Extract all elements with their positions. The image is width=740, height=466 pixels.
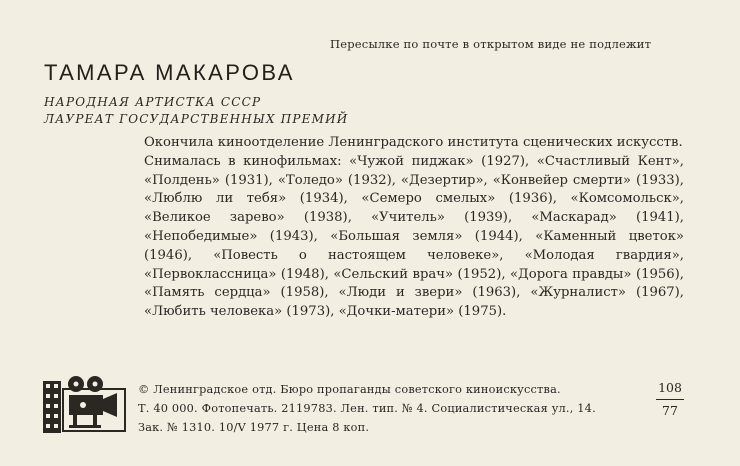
film-projector-icon: [43, 375, 127, 433]
education-text: Окончила киноотделение Ленинградского института сценических искусств.: [144, 135, 683, 150]
actress-name: ТАМАРА МАКАРОВА: [44, 60, 295, 85]
fraction-bar: [656, 399, 684, 400]
imprint: [138, 380, 658, 437]
filmography-text: Снималась в кинофильмах: «Чужой пиджак» (1927), «Счастливый Кент», «Полдень» (1931), «Толедо» (1932), «Дезертир», «Конвейер смерти» (1933), «Люблю ли тебя» (1934), «Семеро смелых» (1936), «Комсомольск», «Великое зарево» (1938), «Учитель» (1939), «Маскарад» (1941), «Непобедимые» (1943), «Большая земля» (1944), «Каменный цветок» (1946), «Повесть о настоящем человеке», «Молодая гвардия», «Первоклассница» (1948), «Сельский врач» (1952), «Дорога правды» (1956), «Память сердца» (1958), «Люди и звери» (1963), «Журналист» (1967), «Любить человека» (1973), «Дочки-матери» (1975).: [144, 153, 684, 320]
postal-notice: Пересылке по почте в открытом виде не подлежит: [330, 37, 652, 51]
catalog-number: [656, 379, 684, 419]
biography: [144, 134, 684, 322]
catalog-denominator: 77: [662, 403, 678, 418]
state-prize-title: ЛАУРЕАТ ГОСУДАРСТВЕННЫХ ПРЕМИЙ: [44, 112, 349, 126]
print-run-line: Т. 40 000. Фотопечать. 2119783. Лен. тип. № 4. Социалистическая ул., 14.: [138, 402, 596, 415]
honorary-title: НАРОДНАЯ АРТИСТКА СССР: [44, 95, 262, 109]
catalog-numerator: 108: [658, 380, 682, 395]
order-price-line: Зак. № 1310. 10/V 1977 г. Цена 8 коп.: [138, 421, 370, 434]
publisher-line: © Ленинградское отд. Бюро пропаганды советского киноискусства.: [138, 383, 561, 396]
